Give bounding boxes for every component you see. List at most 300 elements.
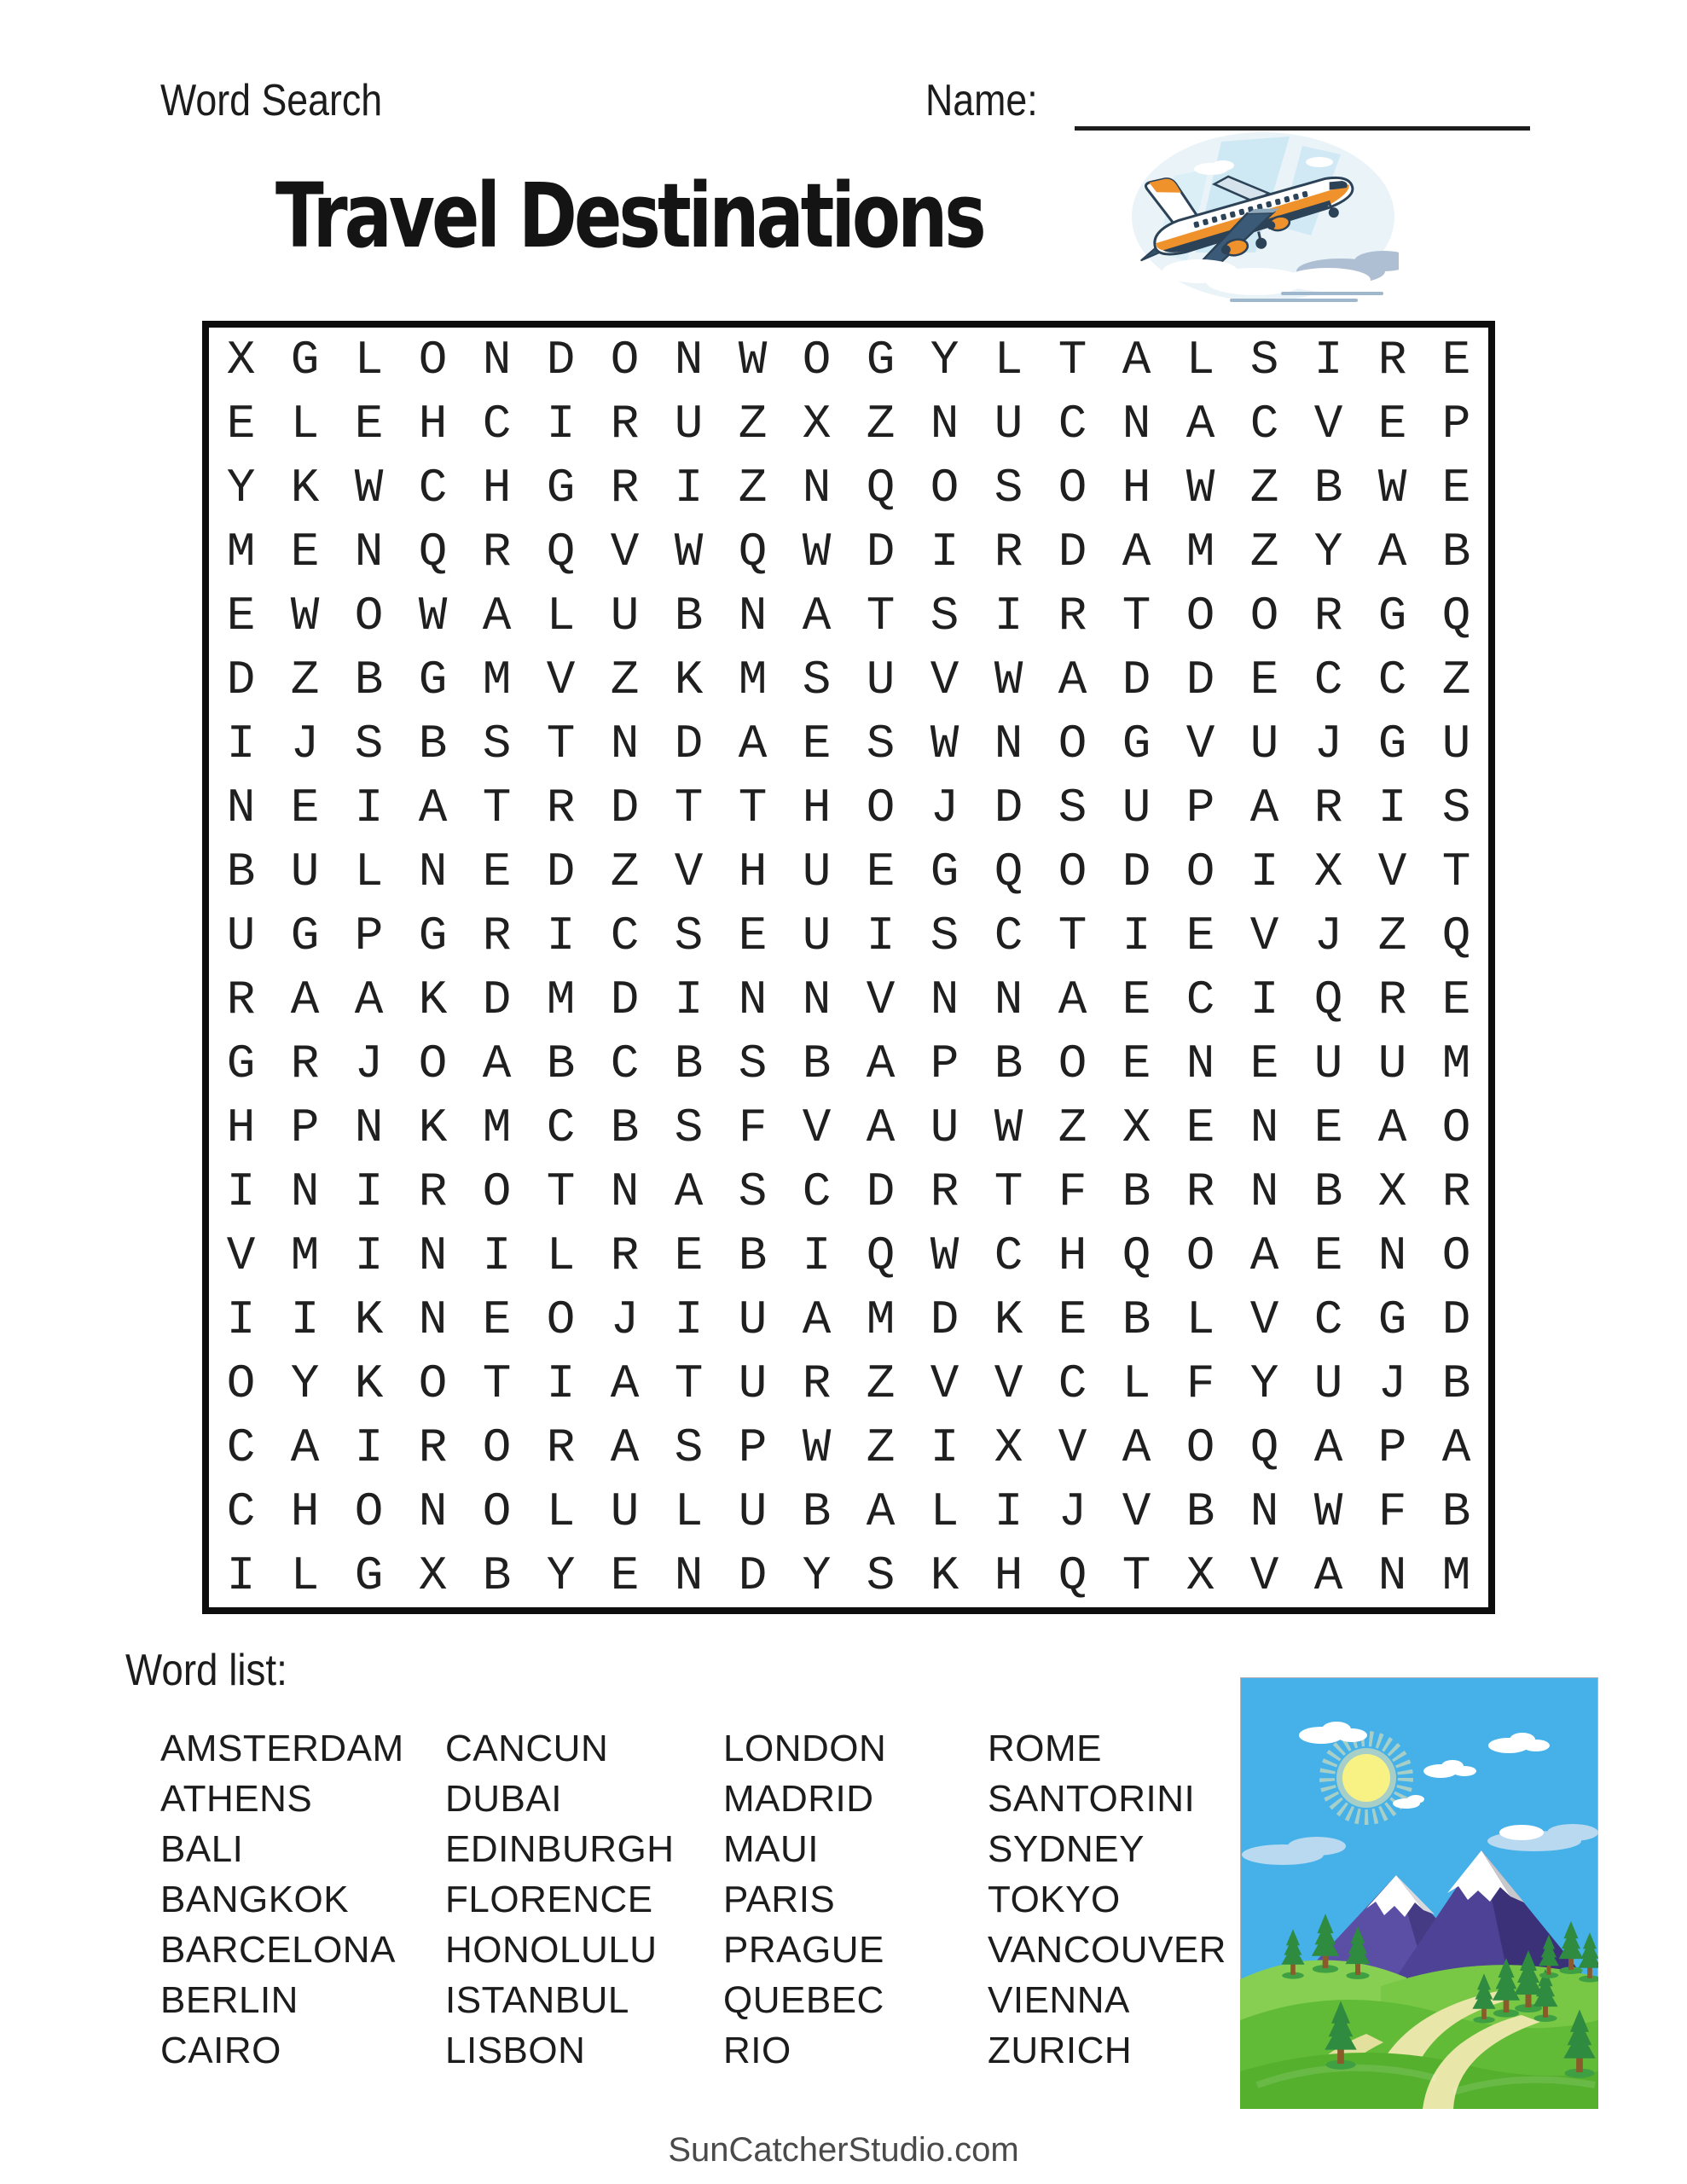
grid-letter: Z	[610, 844, 640, 899]
grid-letter: R	[482, 908, 512, 963]
grid-letter: Y	[290, 1356, 320, 1411]
grid-letter: F	[1377, 1484, 1407, 1539]
word-item: BANGKOK	[160, 1879, 350, 1920]
grid-letter: B	[802, 1484, 832, 1539]
grid-letter: I	[354, 780, 384, 835]
grid-letter: S	[930, 588, 959, 643]
grid-letter: C	[610, 908, 640, 963]
grid-letter: D	[1122, 652, 1151, 707]
grid-letter: A	[1186, 396, 1215, 451]
grid-letter: R	[226, 972, 256, 1027]
grid-letter: G	[930, 844, 959, 899]
grid-letter: U	[738, 1356, 768, 1411]
word-item: RIO	[723, 2030, 791, 2071]
grid-letter: R	[1377, 332, 1407, 387]
grid-letter: N	[674, 1548, 704, 1603]
grid-letter: I	[866, 908, 896, 963]
word-item: PARIS	[723, 1879, 836, 1920]
grid-letter: L	[354, 844, 384, 899]
grid-letter: T	[546, 1164, 576, 1219]
grid-letter: G	[290, 332, 320, 387]
grid-letter: H	[738, 844, 768, 899]
page-type-label: Word Search	[160, 76, 383, 125]
grid-letter: U	[1377, 1036, 1407, 1091]
grid-letter: D	[546, 332, 576, 387]
grid-letter: N	[610, 1164, 640, 1219]
grid-letter: Z	[866, 1356, 896, 1411]
grid-letter: P	[1377, 1420, 1407, 1475]
grid-letter: S	[994, 460, 1023, 515]
grid-letter: G	[226, 1036, 256, 1091]
grid-letter: B	[1122, 1292, 1151, 1347]
word-item: ZURICH	[988, 2030, 1133, 2071]
grid-letter: J	[610, 1292, 640, 1347]
grid-letter: W	[930, 1228, 959, 1283]
grid-letter: V	[226, 1228, 256, 1283]
grid-letter: Z	[1249, 524, 1279, 579]
word-item: EDINBURGH	[445, 1828, 675, 1870]
grid-letter: L	[1186, 332, 1215, 387]
grid-letter: L	[290, 1548, 320, 1603]
word-item: CAIRO	[160, 2030, 281, 2071]
grid-letter: N	[418, 1228, 448, 1283]
grid-letter: R	[290, 1036, 320, 1091]
grid-letter: A	[1122, 524, 1151, 579]
grid-letter: K	[994, 1292, 1023, 1347]
grid-letter: J	[354, 1036, 384, 1091]
grid-letter: R	[418, 1164, 448, 1219]
grid-letter: S	[738, 1164, 768, 1219]
grid-letter: A	[1249, 1228, 1279, 1283]
grid-letter: B	[418, 716, 448, 771]
grid-letter: E	[290, 780, 320, 835]
grid-letter: I	[546, 908, 576, 963]
grid-letter: N	[802, 972, 832, 1027]
grid-letter: N	[994, 972, 1023, 1027]
grid-letter: E	[482, 1292, 512, 1347]
word-item: BERLIN	[160, 1979, 299, 2021]
grid-letter: G	[290, 908, 320, 963]
grid-letter: N	[418, 1292, 448, 1347]
grid-letter: E	[1186, 1100, 1215, 1155]
grid-letter: A	[802, 1292, 832, 1347]
word-item: CANCUN	[445, 1728, 609, 1769]
grid-letter: C	[482, 396, 512, 451]
grid-letter: D	[866, 524, 896, 579]
grid-letter: L	[546, 1228, 576, 1283]
grid-letter: U	[930, 1100, 959, 1155]
grid-letter: O	[1186, 844, 1215, 899]
landscape-icon	[1240, 1677, 1598, 2109]
grid-letter: K	[354, 1292, 384, 1347]
grid-letter: B	[738, 1228, 768, 1283]
grid-letter: X	[418, 1548, 448, 1603]
grid-letter: C	[1313, 652, 1343, 707]
grid-letter: T	[1058, 908, 1087, 963]
grid-letter: V	[1122, 1484, 1151, 1539]
grid-letter: H	[994, 1548, 1023, 1603]
grid-letter: E	[610, 1548, 640, 1603]
grid-letter: I	[1249, 844, 1279, 899]
grid-letter: X	[1186, 1548, 1215, 1603]
grid-letter: S	[674, 1100, 704, 1155]
grid-letter: S	[738, 1036, 768, 1091]
grid-letter: C	[994, 1228, 1023, 1283]
grid-letter: E	[1441, 972, 1471, 1027]
grid-letter: K	[290, 460, 320, 515]
grid-letter: B	[1186, 1484, 1215, 1539]
grid-letter: A	[610, 1420, 640, 1475]
grid-letter: T	[994, 1164, 1023, 1219]
grid-letter: U	[610, 588, 640, 643]
grid-letter: O	[482, 1420, 512, 1475]
grid-letter: I	[546, 396, 576, 451]
grid-letter: N	[610, 716, 640, 771]
grid-letter: E	[290, 524, 320, 579]
word-item: LONDON	[723, 1728, 887, 1769]
grid-letter: M	[290, 1228, 320, 1283]
grid-letter: P	[1186, 780, 1215, 835]
grid-letter: N	[1122, 396, 1151, 451]
grid-letter: T	[674, 780, 704, 835]
puzzle-title: Travel Destinations	[275, 164, 983, 268]
grid-letter: A	[482, 588, 512, 643]
grid-letter: L	[1122, 1356, 1151, 1411]
grid-letter: V	[610, 524, 640, 579]
grid-letter: R	[1313, 780, 1343, 835]
grid-letter: B	[1441, 1356, 1471, 1411]
grid-letter: I	[226, 1548, 256, 1603]
word-item: FLORENCE	[445, 1879, 653, 1920]
grid-letter: V	[930, 652, 959, 707]
grid-letter: D	[674, 716, 704, 771]
grid-letter: T	[546, 716, 576, 771]
grid-letter: S	[802, 652, 832, 707]
grid-letter: G	[1377, 716, 1407, 771]
grid-letter: O	[226, 1356, 256, 1411]
grid-letter: M	[1441, 1036, 1471, 1091]
grid-letter: O	[1058, 844, 1087, 899]
grid-letter: Z	[1441, 652, 1471, 707]
grid-letter: O	[1186, 1228, 1215, 1283]
grid-letter: Q	[1249, 1420, 1279, 1475]
grid-letter: R	[994, 524, 1023, 579]
grid-letter: A	[1122, 332, 1151, 387]
grid-letter: I	[1249, 972, 1279, 1027]
grid-letter: O	[418, 332, 448, 387]
grid-letter: S	[354, 716, 384, 771]
grid-letter: D	[866, 1164, 896, 1219]
grid-letter: K	[354, 1356, 384, 1411]
letter-grid	[202, 321, 1495, 1614]
grid-letter: O	[482, 1484, 512, 1539]
grid-letter: Q	[738, 524, 768, 579]
grid-letter: B	[610, 1100, 640, 1155]
grid-letter: P	[354, 908, 384, 963]
grid-letter: U	[738, 1484, 768, 1539]
grid-letter: L	[1186, 1292, 1215, 1347]
grid-letter: I	[354, 1228, 384, 1283]
grid-letter: Y	[802, 1548, 832, 1603]
word-item: PRAGUE	[723, 1929, 884, 1971]
grid-letter: B	[1313, 1164, 1343, 1219]
grid-letter: Q	[866, 460, 896, 515]
grid-letter: W	[802, 524, 832, 579]
grid-letter: I	[994, 1484, 1023, 1539]
grid-letter: B	[802, 1036, 832, 1091]
grid-letter: A	[610, 1356, 640, 1411]
grid-letter: X	[1377, 1164, 1407, 1219]
grid-letter: B	[1313, 460, 1343, 515]
grid-letter: D	[226, 652, 256, 707]
grid-letter: K	[418, 1100, 448, 1155]
grid-letter: G	[418, 652, 448, 707]
grid-letter: E	[738, 908, 768, 963]
grid-letter: Z	[1249, 460, 1279, 515]
grid-letter: L	[354, 332, 384, 387]
grid-letter: V	[1249, 1292, 1279, 1347]
grid-letter: N	[290, 1164, 320, 1219]
grid-letter: A	[482, 1036, 512, 1091]
grid-letter: T	[1122, 588, 1151, 643]
grid-letter: M	[482, 652, 512, 707]
grid-letter: O	[1441, 1100, 1471, 1155]
grid-letter: I	[226, 1292, 256, 1347]
grid-letter: I	[674, 972, 704, 1027]
grid-letter: O	[1058, 716, 1087, 771]
grid-letter: K	[930, 1548, 959, 1603]
grid-letter: P	[930, 1036, 959, 1091]
grid-letter: N	[482, 332, 512, 387]
grid-letter: E	[354, 396, 384, 451]
grid-letter: I	[290, 1292, 320, 1347]
grid-letter: A	[1313, 1420, 1343, 1475]
grid-letter: S	[1249, 332, 1279, 387]
grid-letter: A	[1441, 1420, 1471, 1475]
grid-letter: C	[546, 1100, 576, 1155]
grid-letter: W	[354, 460, 384, 515]
grid-letter: M	[866, 1292, 896, 1347]
grid-letter: M	[546, 972, 576, 1027]
grid-letter: C	[994, 908, 1023, 963]
grid-letter: A	[1377, 1100, 1407, 1155]
grid-letter: W	[418, 588, 448, 643]
grid-letter: N	[1377, 1548, 1407, 1603]
grid-letter: E	[1313, 1100, 1343, 1155]
grid-letter: I	[1313, 332, 1343, 387]
grid-letter: P	[738, 1420, 768, 1475]
grid-letter: R	[1058, 588, 1087, 643]
grid-letter: N	[354, 524, 384, 579]
grid-letter: N	[418, 844, 448, 899]
grid-letter: I	[482, 1228, 512, 1283]
grid-letter: C	[1249, 396, 1279, 451]
grid-letter: B	[674, 1036, 704, 1091]
grid-letter: D	[1058, 524, 1087, 579]
grid-letter: V	[1377, 844, 1407, 899]
grid-letter: S	[866, 716, 896, 771]
grid-letter: U	[674, 396, 704, 451]
grid-letter: J	[930, 780, 959, 835]
grid-letter: E	[226, 588, 256, 643]
grid-letter: C	[610, 1036, 640, 1091]
grid-letter: V	[1186, 716, 1215, 771]
grid-letter: A	[290, 972, 320, 1027]
grid-letter: Y	[546, 1548, 576, 1603]
grid-letter: T	[674, 1356, 704, 1411]
grid-letter: Z	[610, 652, 640, 707]
grid-letter: I	[546, 1356, 576, 1411]
grid-letter: G	[866, 332, 896, 387]
grid-letter: B	[482, 1548, 512, 1603]
grid-letter: R	[546, 780, 576, 835]
grid-letter: H	[290, 1484, 320, 1539]
grid-letter: C	[226, 1420, 256, 1475]
grid-letter: N	[1249, 1164, 1279, 1219]
grid-letter: U	[226, 908, 256, 963]
grid-letter: D	[482, 972, 512, 1027]
grid-letter: O	[354, 588, 384, 643]
grid-letter: N	[738, 588, 768, 643]
grid-letter: D	[546, 844, 576, 899]
grid-letter: E	[802, 716, 832, 771]
grid-letter: D	[738, 1548, 768, 1603]
grid-letter: M	[226, 524, 256, 579]
mountain-landscape-illustration	[1240, 1677, 1598, 2109]
grid-letter: Q	[994, 844, 1023, 899]
grid-letter: J	[1058, 1484, 1087, 1539]
grid-letter: A	[354, 972, 384, 1027]
grid-letter: H	[482, 460, 512, 515]
grid-letter: I	[930, 1420, 959, 1475]
grid-letter: A	[1122, 1420, 1151, 1475]
word-item: BARCELONA	[160, 1929, 396, 1971]
grid-letter: V	[1313, 396, 1343, 451]
grid-letter: O	[930, 460, 959, 515]
grid-letter: C	[418, 460, 448, 515]
grid-letter: O	[546, 1292, 576, 1347]
grid-letter: U	[802, 908, 832, 963]
word-item: AMSTERDAM	[160, 1728, 404, 1769]
grid-letter: B	[546, 1036, 576, 1091]
grid-letter: A	[866, 1036, 896, 1091]
grid-letter: X	[994, 1420, 1023, 1475]
grid-letter: T	[1441, 844, 1471, 899]
grid-letter: W	[1186, 460, 1215, 515]
grid-letter: I	[226, 716, 256, 771]
grid-letter: W	[1313, 1484, 1343, 1539]
grid-letter: R	[802, 1356, 832, 1411]
grid-letter: M	[482, 1100, 512, 1155]
grid-letter: Q	[546, 524, 576, 579]
grid-letter: N	[1377, 1228, 1407, 1283]
grid-letter: C	[802, 1164, 832, 1219]
word-item: ISTANBUL	[445, 1979, 629, 2021]
grid-letter: Z	[1377, 908, 1407, 963]
grid-letter: O	[1186, 1420, 1215, 1475]
grid-letter: F	[1186, 1356, 1215, 1411]
grid-letter: U	[1122, 780, 1151, 835]
grid-letter: O	[1058, 1036, 1087, 1091]
grid-letter: O	[482, 1164, 512, 1219]
grid-letter: I	[354, 1420, 384, 1475]
grid-letter: H	[418, 396, 448, 451]
grid-letter: N	[418, 1484, 448, 1539]
grid-letter: S	[866, 1548, 896, 1603]
grid-letter: T	[866, 588, 896, 643]
grid-letter: K	[418, 972, 448, 1027]
grid-letter: O	[418, 1356, 448, 1411]
word-item: ROME	[988, 1728, 1102, 1769]
grid-letter: N	[1186, 1036, 1215, 1091]
grid-letter: I	[674, 1292, 704, 1347]
grid-letter: E	[1122, 1036, 1151, 1091]
grid-letter: R	[1377, 972, 1407, 1027]
grid-letter: N	[354, 1100, 384, 1155]
grid-letter: U	[1313, 1356, 1343, 1411]
grid-letter: T	[738, 780, 768, 835]
grid-letter: N	[226, 780, 256, 835]
grid-letter: A	[1058, 972, 1087, 1027]
grid-letter: C	[1058, 1356, 1087, 1411]
grid-letter: W	[1377, 460, 1407, 515]
grid-letter: R	[418, 1420, 448, 1475]
grid-letter: G	[354, 1548, 384, 1603]
word-list-column-3	[723, 1723, 886, 2076]
grid-letter: Z	[290, 652, 320, 707]
grid-letter: G	[1377, 1292, 1407, 1347]
site-credit: SunCatcherStudio.com	[668, 2131, 1019, 2169]
grid-letter: G	[546, 460, 576, 515]
grid-letter: X	[1122, 1100, 1151, 1155]
grid-letter: R	[546, 1420, 576, 1475]
grid-letter: E	[1186, 908, 1215, 963]
airplane-illustration	[1128, 125, 1399, 309]
grid-letter: C	[1058, 396, 1087, 451]
grid-letter: C	[1186, 972, 1215, 1027]
grid-letter: R	[1313, 588, 1343, 643]
grid-letter: B	[674, 588, 704, 643]
grid-letter: E	[1249, 1036, 1279, 1091]
grid-letter: V	[930, 1356, 959, 1411]
grid-letter: E	[1058, 1292, 1087, 1347]
grid-letter: Z	[866, 1420, 896, 1475]
grid-letter: C	[226, 1484, 256, 1539]
grid-letter: Q	[1441, 588, 1471, 643]
grid-letter: C	[1377, 652, 1407, 707]
grid-letter: D	[610, 972, 640, 1027]
grid-letter: S	[1058, 780, 1087, 835]
grid-letter: R	[610, 396, 640, 451]
grid-letter: E	[866, 844, 896, 899]
word-item: MADRID	[723, 1778, 874, 1820]
grid-letter: U	[1441, 716, 1471, 771]
grid-letter: U	[1249, 716, 1279, 771]
grid-letter: V	[1058, 1420, 1087, 1475]
grid-letter: E	[1441, 332, 1471, 387]
grid-letter: E	[1377, 396, 1407, 451]
grid-letter: L	[546, 1484, 576, 1539]
grid-letter: V	[674, 844, 704, 899]
grid-letter: F	[1058, 1164, 1087, 1219]
grid-letter: W	[994, 1100, 1023, 1155]
airplane-icon	[1128, 125, 1399, 309]
grid-letter: A	[290, 1420, 320, 1475]
word-item: TOKYO	[988, 1879, 1121, 1920]
grid-letter: U	[610, 1484, 640, 1539]
grid-letter: R	[610, 1228, 640, 1283]
grid-letter: V	[546, 652, 576, 707]
